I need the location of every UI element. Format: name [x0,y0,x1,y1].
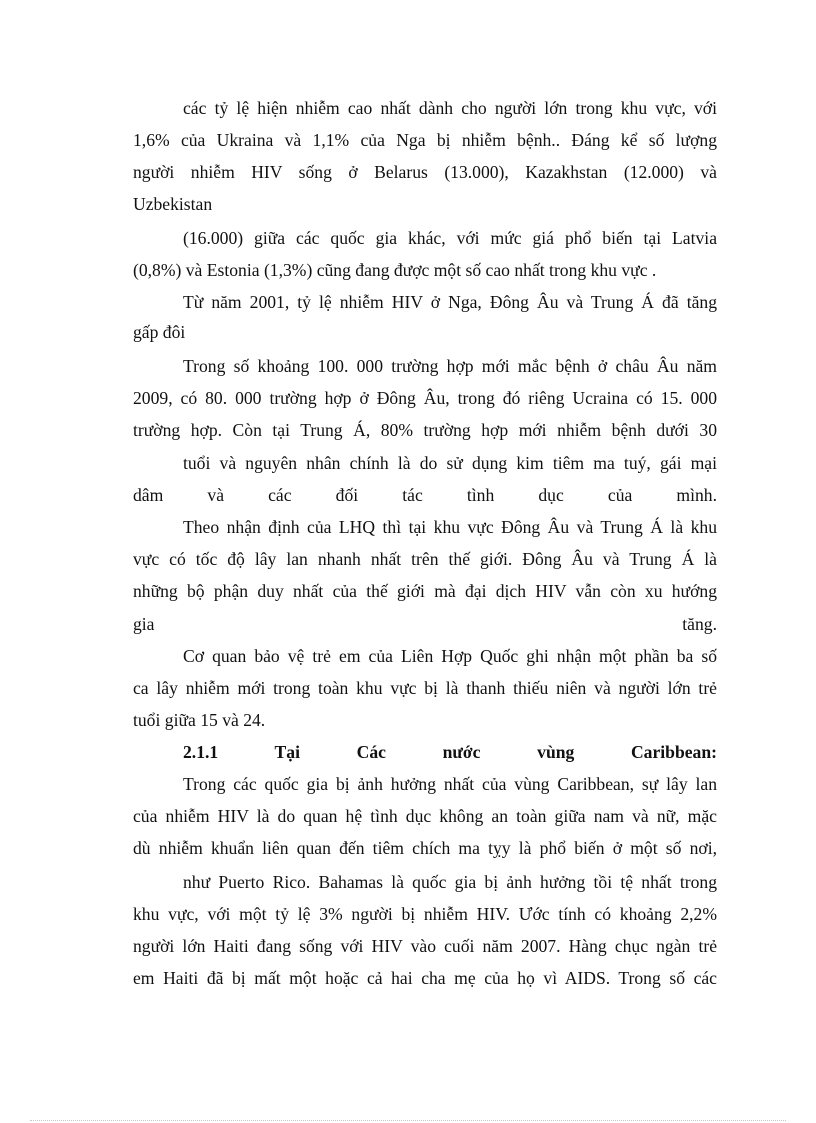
text-line: ca lây nhiễm mới trong toàn khu vực bị là thanh thiếu niên và người lớn trẻ [133,678,717,698]
text-line: khu vực, với một tỷ lệ 3% người bị nhiễm HIV. Ước tính có khoảng 2,2% [133,904,717,924]
text-line: người lớn Haiti đang sống với HIV vào cuối năm 2007. Hàng chục ngàn trẻ [133,936,717,956]
text-line: như Puerto Rico. Bahamas là quốc gia bị ảnh hưởng tồi tệ nhất trong [183,872,717,892]
text-line: 1,6% của Ukraina và 1,1% của Nga bị nhiễm bệnh.. Đáng kể số lượng [133,130,717,150]
text-line: Từ năm 2001, tỷ lệ nhiễm HIV ở Nga, Đông Âu và Trung Á đã tăng [183,292,717,312]
text-line: Trong các quốc gia bị ảnh hưởng nhất của vùng Caribbean, sự lây lan [183,774,717,794]
section-heading: 2.1.1 Tại Các nước vùng Caribbean: [183,742,717,762]
text-line: Theo nhận định của LHQ thì tại khu vực Đông Âu và Trung Á là khu [183,517,717,537]
text-line: dù nhiễm khuẩn liên quan đến tiêm chích ma tỵy là phổ biến ở một số nơi, [133,838,717,858]
text-line: trường hợp. Còn tại Trung Á, 80% trường hợp mới nhiễm bệnh dưới 30 [133,420,717,440]
text-line: dâm và các đối tác tình dục của mình. [133,485,717,505]
text-line: em Haiti đã bị mất một hoặc cả hai cha mẹ của họ vì AIDS. Trong số các [133,968,717,988]
text-line: những bộ phận duy nhất của thế giới mà đại dịch HIV vẫn còn xu hướng [133,581,717,601]
text-line: người nhiễm HIV sống ở Belarus (13.000), Kazakhstan (12.000) và [133,162,717,182]
text-line: tuổi giữa 15 và 24. [133,710,266,730]
text-line: tuổi và nguyên nhân chính là do sử dụng kim tiêm ma tuý, gái mại [183,453,717,473]
text-line: 2009, có 80. 000 trường hợp ở Đông Âu, trong đó riêng Ucraina có 15. 000 [133,388,717,408]
text-line: Trong số khoảng 100. 000 trường hợp mới mắc bệnh ở châu Âu năm [183,356,717,376]
text-line: Cơ quan bảo vệ trẻ em của Liên Hợp Quốc ghi nhận một phần ba số [183,646,717,666]
text-line: (16.000) giữa các quốc gia khác, với mức giá phổ biến tại Latvia [183,228,717,248]
text-line: gia tăng. [133,614,717,634]
text-line: (0,8%) và Estonia (1,3%) cũng đang được một số cao nhất trong khu vực . [133,260,657,280]
page-bottom-divider [30,1120,786,1121]
text-line: vực có tốc độ lây lan nhanh nhất trên thế giới. Đông Âu và Trung Á là [133,549,717,569]
text-line: của nhiễm HIV là do quan hệ tình dục không an toàn giữa nam và nữ, mặc [133,806,717,826]
text-line: Uzbekistan [133,194,213,214]
text-line: gấp đôi [133,322,186,342]
text-line: các tỷ lệ hiện nhiễm cao nhất dành cho người lớn trong khu vực, với [183,98,717,118]
